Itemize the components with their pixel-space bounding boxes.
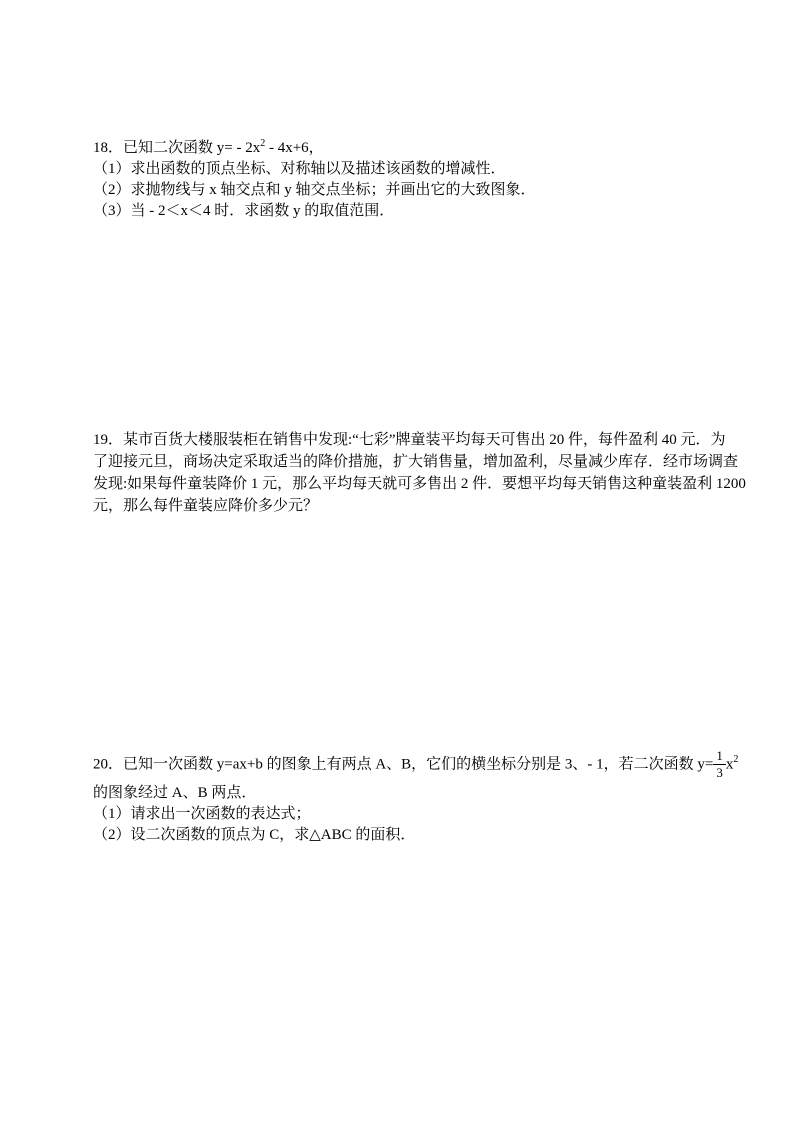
problem-18-statement-tail: - 4x+6， [265, 140, 324, 156]
fraction-numerator: 1 [713, 748, 726, 765]
problem-20 [93, 745, 739, 846]
problem-18-item-3: （3）当 - 2＜x＜4 时．求函数 y 的取值范围． [93, 203, 395, 219]
problem-19-line-1: 19．某市百货大楼服装柜在销售中发现:“七彩”牌童装平均每天可售出 20 件，每件盈利 40 元．为 [93, 432, 726, 448]
problem-20-statement-text: 20．已知一次函数 y=ax+b 的图象上有两点 A、B，它们的横坐标分别是 3、- 1，若二次函数 y= [93, 756, 714, 773]
problem-18-statement-text: 18．已知二次函数 y= - 2x [93, 140, 261, 156]
exponent: 2 [260, 138, 266, 149]
problem-20-item-1: （1）请求出一次函数的表达式； [93, 806, 311, 822]
fraction-denominator: 3 [716, 765, 723, 781]
problem-20-item-2: （2）设二次函数的顶点为 C，求△ABC 的面积． [93, 827, 416, 843]
problem-18-statement [93, 138, 717, 159]
problem-20-statement [93, 745, 739, 783]
fraction-one-third [713, 748, 726, 780]
problem-19-line-4: 元，那么每件童装应降价多少元？ [93, 498, 319, 514]
problem-19 [93, 429, 746, 517]
problem-18-item-1: （1）求出函数的顶点坐标、对称轴以及描述该函数的增减性． [93, 161, 506, 177]
problem-19-line-3: 发现:如果每件童装降价 1 元，那么平均每天就可多售出 2 件．要想平均每天销售这种童装盈利 1200 [93, 476, 746, 492]
problem-19-line-2: 了迎接元旦，商场决定采取适当的降价措施，扩大销售量，增加盈利，尽量减少库存．经市场调查 [93, 454, 739, 470]
problem-18-item-2: （2）求抛物线与 x 轴交点和 y 轴交点坐标；并画出它的大致图象． [93, 182, 536, 198]
problem-20-statement-line-2: 的图象经过 A、B 两点． [93, 785, 257, 801]
problem-18 [93, 138, 717, 222]
exponent: 2 [733, 754, 739, 765]
problem-20-variable: x [725, 756, 734, 773]
